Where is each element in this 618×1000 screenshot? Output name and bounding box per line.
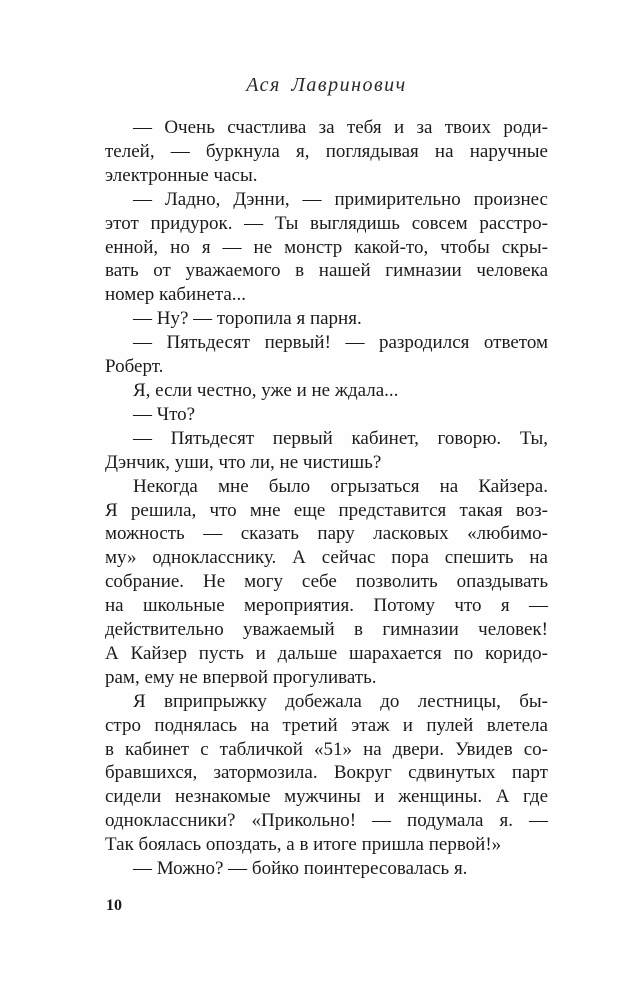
text-line: — Что?: [133, 403, 196, 425]
text-line: Так боялась опоздать, а в итоге пришла первой!»: [105, 834, 502, 856]
page-number: 10: [106, 897, 122, 914]
running-header: Ася Лавринович: [246, 74, 407, 96]
text-line: вать от уважаемого в нашей гимназии человека: [105, 260, 548, 282]
text-line: му» однокласснику. А сейчас пора спешить на: [105, 547, 548, 569]
text-line: можность — сказать пару ласковых «любимо-: [105, 523, 548, 545]
text-line: в кабинет с табличкой «51» на двери. Увидев со-: [105, 738, 548, 760]
text-line: на школьные мероприятия. Потому что я —: [105, 595, 548, 617]
text-line: Дэнчик, уши, что ли, не чистишь?: [105, 451, 382, 473]
text-line: рам, ему не впервой прогуливать.: [105, 666, 377, 688]
text-line: — Пятьдесят первый! — разродился ответом: [133, 332, 548, 354]
text-line: одноклассники? «Прикольно! — подумала я. —: [105, 810, 548, 832]
text-line: Я, если честно, уже и не ждала...: [133, 379, 399, 401]
text-line: Я решила, что мне еще представится такая воз-: [105, 499, 548, 521]
text-line: действительно уважаемый в гимназии человек!: [105, 619, 548, 641]
text-line: номер кабинета...: [105, 284, 247, 306]
body-text: [105, 116, 548, 881]
text-line: — Ну? — торопила я парня.: [133, 308, 362, 330]
text-line: этот придурок. — Ты выглядишь совсем расстро-: [105, 212, 548, 234]
text-line: — Можно? — бойко поинтересовалась я.: [133, 858, 468, 880]
text-line: бравшихся, затормозила. Вокруг сдвинутых парт: [105, 762, 548, 784]
text-line: — Ладно, Дэнни, — примирительно произнес: [133, 188, 548, 210]
text-line: А Кайзер пусть и дальше шарахается по коридо-: [105, 642, 548, 664]
text-line: енной, но я — не монстр какой-то, чтобы скры-: [105, 236, 548, 258]
text-line: — Очень счастлива за тебя и за твоих роди-: [133, 117, 548, 138]
text-line: стро поднялась на третий этаж и пулей влетела: [105, 714, 548, 736]
text-line: телей, — буркнула я, поглядывая на наручные: [105, 140, 548, 162]
text-line: — Пятьдесят первый кабинет, говорю. Ты,: [133, 427, 548, 449]
text-line: Я вприпрыжку добежала до лестницы, бы-: [133, 690, 548, 712]
text-line: сидели незнакомые мужчины и женщины. А где: [105, 786, 548, 808]
text-line: Роберт.: [105, 356, 164, 378]
text-line: Некогда мне было огрызаться на Кайзера.: [133, 475, 548, 497]
text-line: собрание. Не могу себе позволить опаздывать: [105, 571, 548, 593]
text-line: электронные часы.: [105, 164, 258, 186]
